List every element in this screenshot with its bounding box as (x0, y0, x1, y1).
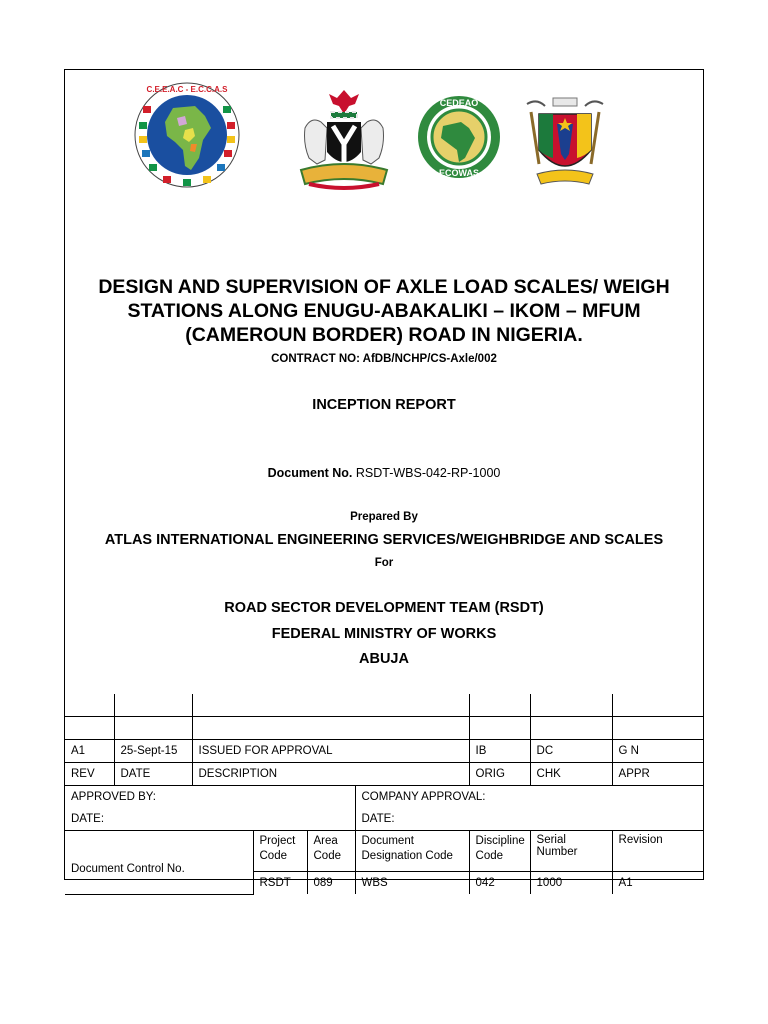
nigeria-coat-of-arms (287, 88, 401, 192)
company-approval-label: COMPANY APPROVAL: (355, 786, 703, 809)
appr-cell (612, 694, 703, 717)
appr-cell (612, 717, 703, 740)
rev-cell (65, 694, 114, 717)
description-cell (192, 717, 469, 740)
rev-cell (65, 717, 114, 740)
discipline-code-header: Discipline Code (469, 831, 530, 872)
title-line-2: STATIONS ALONG ENUGU-ABAKALIKI – IKOM – MFUM (127, 300, 641, 322)
prepared-by-label: Prepared By (350, 511, 418, 523)
chk-header: CHK (530, 763, 612, 786)
appr-cell: G N (612, 740, 703, 763)
rev-header: REV (65, 763, 114, 786)
document-number (65, 466, 703, 480)
approval-row (65, 786, 703, 809)
ecowas-cedeao-logo (417, 92, 501, 182)
area-code-header: Area Code (307, 831, 355, 872)
ceeac-ring-text: C.E.E.A.C - E.C.C.A.S (146, 85, 228, 94)
date-header: DATE (114, 763, 192, 786)
client-line-3: ABUJA (359, 651, 409, 667)
description-cell (192, 694, 469, 717)
description-cell: ISSUED FOR APPROVAL (192, 740, 469, 763)
client-line-1: ROAD SECTOR DEVELOPMENT TEAM (RSDT) (224, 600, 544, 616)
serial-number-header: Serial Number (530, 831, 612, 872)
contract-number: CONTRACT NO: AfDB/NCHP/CS-Axle/002 (271, 353, 497, 365)
approval-date-right: DATE: (355, 808, 703, 831)
title-line-1: DESIGN AND SUPERVISION OF AXLE LOAD SCALES/ WEIGH (98, 276, 670, 298)
document-designation-value: WBS (355, 872, 469, 895)
orig-cell: IB (469, 740, 530, 763)
ceeac-eccas-logo (133, 78, 241, 192)
chk-cell (530, 717, 612, 740)
document-designation-header: Document Designation Code (355, 831, 469, 872)
document-number-value: RSDT-WBS-042-RP-1000 (355, 466, 501, 480)
ecowas-bottom-text: ECOWAS (438, 168, 480, 178)
doc-control-header-row (65, 831, 703, 872)
approved-by-label: APPROVED BY: (65, 786, 355, 809)
discipline-code-value: 042 (469, 872, 530, 895)
date-cell (114, 694, 192, 717)
date-cell: 25-Sept-15 (114, 740, 192, 763)
chk-cell (530, 694, 612, 717)
revision-header: Revision (612, 831, 703, 872)
revision-row-empty-2 (65, 717, 703, 740)
client-line-2: FEDERAL MINISTRY OF WORKS (271, 626, 497, 642)
document-control-label: Document Control No. (65, 831, 253, 895)
cameroon-coat-of-arms (523, 94, 607, 190)
report-type: INCEPTION REPORT (312, 397, 456, 413)
area-code-value: 089 (307, 872, 355, 895)
document-frame (64, 69, 704, 889)
description-header: DESCRIPTION (192, 763, 469, 786)
for-label: For (374, 557, 394, 569)
document-number-label: Document No. (267, 466, 353, 480)
appr-header: APPR (612, 763, 703, 786)
revision-header-row (65, 763, 703, 786)
revision-table (65, 694, 703, 895)
project-code-header: Project Code (253, 831, 307, 872)
orig-cell (469, 694, 530, 717)
approval-date-left: DATE: (65, 808, 355, 831)
chk-cell: DC (530, 740, 612, 763)
preparer-name: ATLAS INTERNATIONAL ENGINEERING SERVICES/WEIGHBRIDGE AND SCALES (104, 532, 664, 548)
revision-row-empty-1 (65, 694, 703, 717)
approval-date-row (65, 808, 703, 831)
project-title (65, 275, 703, 347)
title-line-3: (CAMEROUN BORDER) ROAD IN NIGERIA. (185, 324, 583, 346)
serial-number-value: 1000 (530, 872, 612, 895)
project-code-value: RSDT (253, 872, 307, 895)
ecowas-top-text: CEDEAO (439, 98, 479, 108)
revision-value: A1 (612, 872, 703, 895)
rev-cell: A1 (65, 740, 114, 763)
orig-cell (469, 717, 530, 740)
date-cell (114, 717, 192, 740)
orig-header: ORIG (469, 763, 530, 786)
revision-row-a1 (65, 740, 703, 763)
